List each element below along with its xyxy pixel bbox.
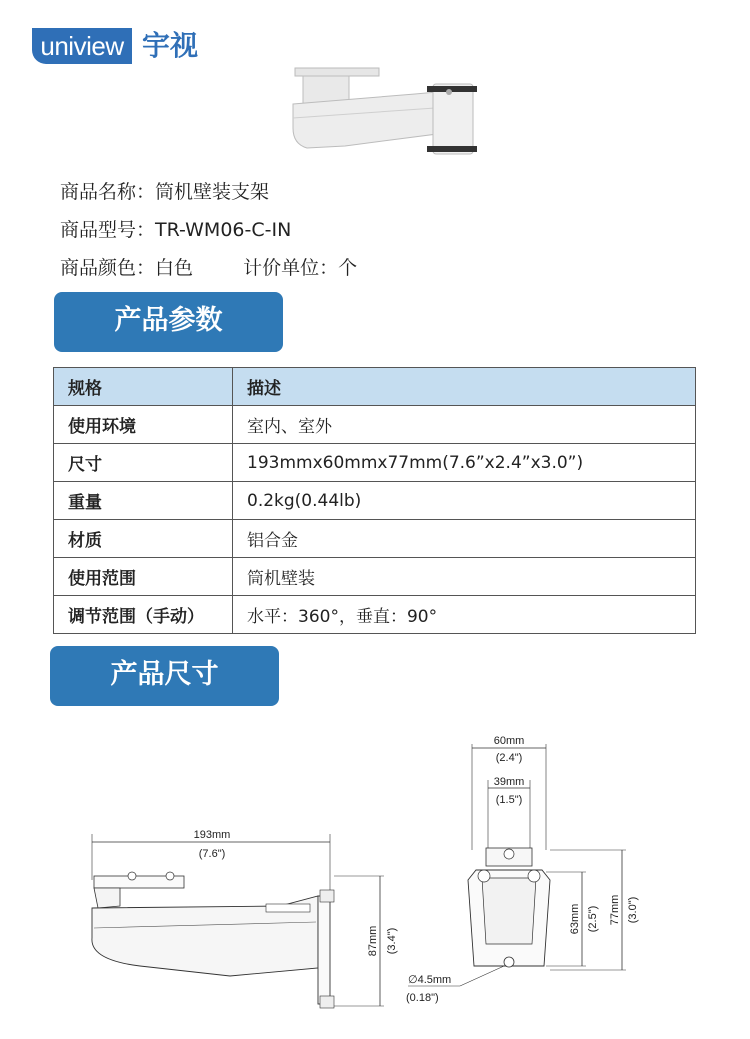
dim-height77-in: (3.0") <box>627 896 639 924</box>
dim-height63-mm: 63mm <box>569 903 581 935</box>
dim-height63-in: (2.5") <box>587 905 599 933</box>
table-header-row <box>54 368 696 406</box>
row-value: 筒机壁装 <box>233 558 696 596</box>
product-color-value: 白色 <box>155 257 194 279</box>
table-row <box>54 482 696 520</box>
row-value: 0.2kg(0.44lb) <box>233 482 696 520</box>
row-value: 193mmx60mmx77mm(7.6”x2.4”x3.0”) <box>233 444 696 482</box>
row-key: 使用范围 <box>54 558 233 596</box>
product-color-label: 商品颜色： <box>60 257 156 279</box>
row-key: 材质 <box>54 520 233 558</box>
row-key: 使用环境 <box>54 406 233 444</box>
dim-hole-in: (0.18") <box>406 992 439 1004</box>
logo-cn: 宇视 <box>142 29 199 62</box>
dim-length-in: (7.6") <box>198 848 226 860</box>
brand-logo <box>32 28 232 66</box>
table-row <box>54 444 696 482</box>
dim-width60-mm: 60mm <box>493 735 525 747</box>
table-header-spec: 规格 <box>54 368 233 406</box>
row-key: 尺寸 <box>54 444 233 482</box>
side-view-drawing <box>80 820 410 1020</box>
dim-width60-in: (2.4") <box>495 752 523 764</box>
product-color-line <box>60 253 357 280</box>
dim-width39-in: (1.5") <box>495 794 523 806</box>
product-model-line <box>60 215 291 242</box>
section-title-params: 产品参数 <box>54 292 283 352</box>
product-model-label: 商品型号： <box>60 219 156 241</box>
dim-hole-mm: ∅4.5mm <box>408 974 452 986</box>
front-view-drawing <box>400 730 640 1010</box>
product-unit-label: 计价单位： <box>243 257 339 279</box>
table-row <box>54 406 696 444</box>
table-header-desc: 描述 <box>233 368 696 406</box>
table-row <box>54 596 696 634</box>
section-title-dims: 产品尺寸 <box>50 646 279 706</box>
product-model-value: TR-WM06-C-IN <box>155 219 292 241</box>
logo-en: uniview <box>32 28 132 64</box>
dim-height87-in: (3.4") <box>386 927 398 955</box>
spec-table <box>53 367 696 634</box>
dim-height87-mm: 87mm <box>367 925 379 957</box>
product-name-label: 商品名称： <box>60 181 156 203</box>
product-unit-value: 个 <box>338 257 358 279</box>
product-name-line <box>60 177 269 204</box>
row-key: 调节范围（手动） <box>54 596 233 634</box>
row-value: 水平：360°，垂直：90° <box>233 596 696 634</box>
product-name-value: 筒机壁装支架 <box>155 181 270 203</box>
row-value: 室内、室外 <box>233 406 696 444</box>
row-key: 重量 <box>54 482 233 520</box>
row-value: 铝合金 <box>233 520 696 558</box>
dim-length-mm: 193mm <box>193 829 231 841</box>
table-row <box>54 558 696 596</box>
dim-height77-mm: 77mm <box>609 894 621 926</box>
product-photo <box>285 62 495 162</box>
table-row <box>54 520 696 558</box>
dim-width39-mm: 39mm <box>493 776 525 788</box>
